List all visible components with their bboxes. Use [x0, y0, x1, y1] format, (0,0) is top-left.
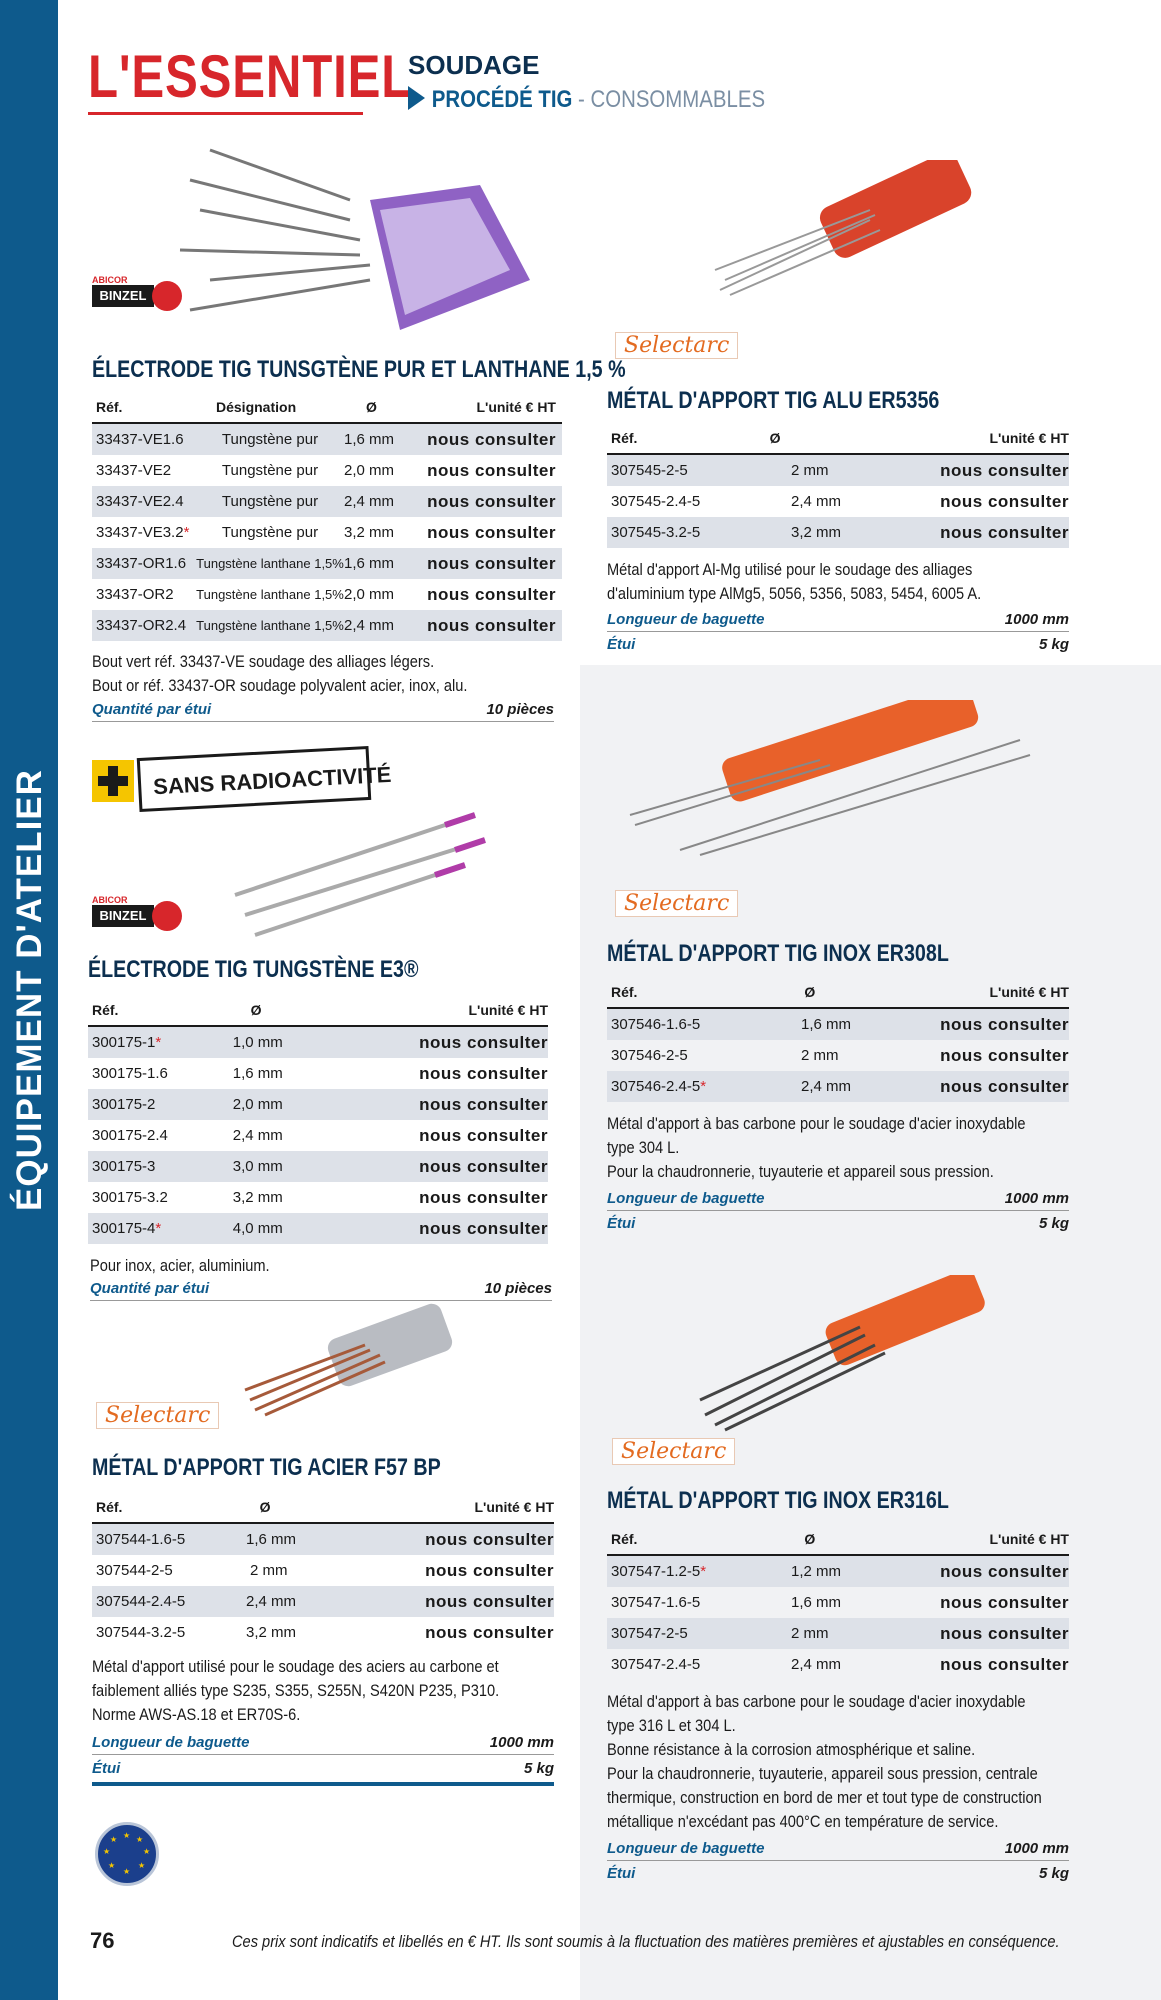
alu-rods-image: [700, 160, 980, 300]
tungsten-electrodes-image: [150, 140, 550, 340]
subsection-suffix: - CONSOMMABLES: [572, 86, 766, 113]
triangle-right-icon: [408, 86, 425, 110]
meta-row: Longueur de baguette 1000 mm: [607, 1836, 1069, 1861]
table-p4: Réf. Ø L'unité € HT 307545-2-5 2 mm nous consulter 307545-2.4-5 2,4 mm nous consulter 307545-3.2-5 3,2 mm nous consulter: [607, 423, 1069, 548]
meta-row: Longueur de baguette 1000 mm: [607, 607, 1069, 632]
product-title-p3: MÉTAL D'APPORT TIG ACIER F57 BP: [92, 1454, 441, 1481]
table-row: 307547-2-5 2 mm nous consulter: [607, 1618, 1069, 1649]
selectarc-logo-3: Selectarc: [96, 1402, 219, 1429]
table-row: 33437-OR1.6 Tungstène lanthane 1,5% 1,6 mm nous consulter: [92, 548, 562, 579]
table-row: 33437-VE1.6 Tungstène pur 1,6 mm nous consulter: [92, 424, 562, 455]
product-description-p2: Pour inox, acier, aluminium.: [90, 1256, 270, 1275]
subsection-main: PROCÉDÉ TIG: [431, 86, 573, 113]
meta-row: Étui 5 kg: [607, 635, 1069, 653]
table-row: 300175-3 3,0 mm nous consulter: [88, 1151, 548, 1182]
table-row: 300175-2.4 2,4 mm nous consulter: [92, 1125, 548, 1145]
binzel-logo-2: ABICOR BINZEL: [92, 895, 202, 935]
no-radioactivity-badge: SANS RADIOACTIVITÉ: [137, 746, 372, 812]
subsection: [408, 86, 765, 114]
table-row: 307545-2.4-5 2,4 mm nous consulter: [611, 491, 1069, 511]
table-row: 307544-3.2-5 3,2 mm nous consulter: [96, 1622, 554, 1642]
meta-row: Longueur de baguette 1000 mm: [92, 1730, 554, 1755]
e3-electrodes-image: [225, 805, 505, 945]
sidebar-label: ÉQUIPEMENT D'ATELIER: [10, 769, 49, 1211]
table-row: 307544-1.6-5 1,6 mm nous consulter: [92, 1524, 554, 1555]
meta-row: Quantité par étui 10 pièces: [90, 1276, 552, 1301]
price-footnote: Ces prix sont indicatifs et libellés en € HT. Ils sont soumis à la fluctuation des matières premières et ajustables en conséquence.: [232, 1932, 1060, 1951]
selectarc-logo: Selectarc: [615, 332, 738, 359]
meta-row: Quantité par étui 10 pièces: [92, 697, 554, 722]
table-row: 307546-1.6-5 1,6 mm nous consulter: [607, 1009, 1069, 1040]
brand-underline: [88, 112, 363, 115]
product-description-p6: Métal d'apport à bas carbone pour le soudage d'acier inoxydable type 316 L et 304 L. Bonne résistance à la corrosion atmosphérique et saline. Pour la chaudronnerie, tuyauterie, appareil sous pression, centrale thermique, construction en bord de mer et tout type de construction métallique n'excédant pas 400°C en température de service.: [607, 1692, 1042, 1831]
meta-row: Longueur de baguette 1000 mm: [607, 1186, 1069, 1211]
inox-er316l-rods-image: [695, 1275, 995, 1435]
table-p6: Réf. Ø L'unité € HT 307547-1.2-5* 1,2 mm nous consulter 307547-1.6-5 1,6 mm nous consulter 307547-2-5 2 mm nous consulter 307547-2.4-5 2,4 mm nous consulter: [607, 1524, 1069, 1680]
table-row: 307545-2-5 2 mm nous consulter: [607, 455, 1069, 486]
steel-rods-image: [240, 1300, 460, 1420]
table-row: 307546-2-5 2 mm nous consulter: [611, 1045, 1069, 1065]
table-p5: Réf. Ø L'unité € HT 307546-1.6-5 1,6 mm nous consulter 307546-2-5 2 mm nous consulter 307546-2.4-5* 2,4 mm nous consulter: [607, 977, 1069, 1102]
table-row: 300175-3.2 3,2 mm nous consulter: [92, 1187, 548, 1207]
divider: [92, 1782, 554, 1786]
table-row: 33437-VE3.2* Tungstène pur 3,2 mm nous consulter: [96, 522, 556, 542]
product-title-p2: ÉLECTRODE TIG TUNGSTÈNE E3®: [88, 956, 419, 983]
binzel-logo: ABICOR BINZEL: [92, 275, 202, 315]
product-description-p1: Bout vert réf. 33437-VE soudage des alliages légers. Bout or réf. 33437-OR soudage polyvalent acier, inox, alu.: [92, 652, 468, 695]
meta-row: Étui 5 kg: [607, 1214, 1069, 1232]
table-row: 307547-1.2-5* 1,2 mm nous consulter: [607, 1556, 1069, 1587]
table-row: 307547-2.4-5 2,4 mm nous consulter: [611, 1654, 1069, 1674]
brand-title: L'ESSENTIEL: [88, 43, 413, 110]
plus-icon: [92, 760, 134, 802]
product-title-p4: MÉTAL D'APPORT TIG ALU ER5356: [607, 387, 940, 414]
table-row: 33437-OR2.4 Tungstène lanthane 1,5% 2,4 mm nous consulter: [92, 610, 562, 641]
table-row: 307544-2-5 2 mm nous consulter: [96, 1560, 554, 1580]
table-row: 307547-1.6-5 1,6 mm nous consulter: [611, 1592, 1069, 1612]
product-description-p5: Métal d'apport à bas carbone pour le soudage d'acier inoxydable type 304 L. Pour la chaudronnerie, tuyauterie et appareil sous pression.: [607, 1114, 1026, 1181]
product-title-p5: MÉTAL D'APPORT TIG INOX ER308L: [607, 940, 949, 967]
table-p3: Réf. Ø L'unité € HT 307544-1.6-5 1,6 mm nous consulter 307544-2-5 2 mm nous consulter 307544-2.4-5 2,4 mm nous consulter 307544-3.2-5 3,2 mm nous consulter: [92, 1492, 554, 1648]
eu-flag-icon: ★ ★ ★ ★ ★ ★ ★ ★: [95, 1822, 159, 1886]
meta-row: Étui 5 kg: [607, 1864, 1069, 1882]
selectarc-logo-4: Selectarc: [612, 1438, 735, 1465]
table-row: 33437-VE2.4 Tungstène pur 2,4 mm nous consulter: [92, 486, 562, 517]
table-row: 300175-2 2,0 mm nous consulter: [88, 1089, 548, 1120]
selectarc-logo-2: Selectarc: [615, 890, 738, 917]
page-number: 76: [90, 1928, 115, 1953]
inox-er308l-rods-image: [620, 700, 1040, 860]
meta-row: Étui 5 kg: [92, 1759, 554, 1777]
table-row: 307546-2.4-5* 2,4 mm nous consulter: [607, 1071, 1069, 1102]
table-row: 307544-2.4-5 2,4 mm nous consulter: [92, 1586, 554, 1617]
table-row: 300175-4* 4,0 mm nous consulter: [88, 1213, 548, 1244]
product-title-p1: ÉLECTRODE TIG TUNSGTÈNE PUR ET LANTHANE 1,5 %: [92, 356, 626, 383]
section-title: SOUDAGE: [408, 50, 540, 80]
product-description-p4: Métal d'apport Al-Mg utilisé pour le soudage des alliages d'aluminium type AlMg5, 5056, 5356, 5083, 5454, 6005 A.: [607, 560, 982, 603]
table-header: Réf. Désignation Ø L'unité € HT: [92, 392, 562, 424]
table-p1: [92, 392, 562, 641]
sidebar: [0, 0, 58, 2000]
product-title-p6: MÉTAL D'APPORT TIG INOX ER316L: [607, 1487, 949, 1514]
table-row: 300175-1* 1,0 mm nous consulter: [88, 1027, 548, 1058]
table-row: 33437-VE2 Tungstène pur 2,0 mm nous consulter: [96, 460, 556, 480]
table-p2: Réf. Ø L'unité € HT 300175-1* 1,0 mm nous consulter 300175-1.6 1,6 mm nous consulter 300175-2 2,0 mm nous consulter 300175-2.4 2,4 mm nous consulter 300175-3 3,0 mm nous consulter 300175-3.2 3,2 mm nous consulter 300175-4* 4,0 mm nous consulter: [88, 995, 548, 1244]
table-row: 300175-1.6 1,6 mm nous consulter: [92, 1063, 548, 1083]
product-description-p3: Métal d'apport utilisé pour le soudage des aciers au carbone et faiblement alliés type S235, S355, S255N, S420N P235, P310. Norme AWS-AS.18 et ER70S-6.: [92, 1657, 500, 1724]
table-row: 307545-3.2-5 3,2 mm nous consulter: [607, 517, 1069, 548]
table-row: 33437-OR2 Tungstène lanthane 1,5% 2,0 mm nous consulter: [96, 584, 556, 604]
